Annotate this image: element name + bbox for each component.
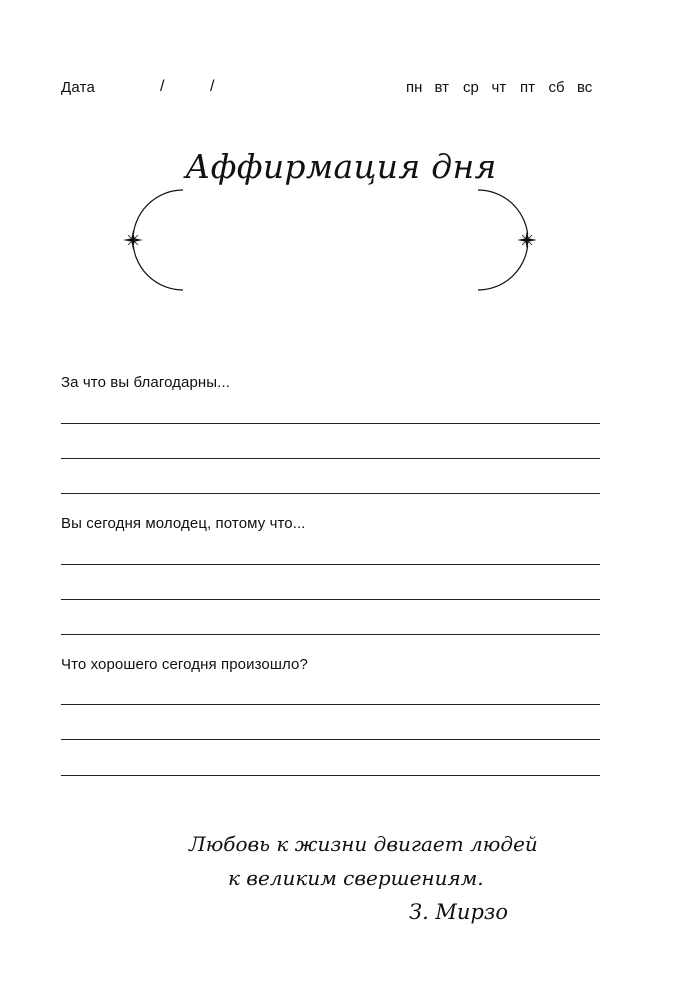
four-point-star-icon (517, 230, 537, 250)
weekday-sun[interactable]: вс (577, 79, 593, 96)
four-point-star-icon (123, 230, 143, 250)
quote-line-1: Любовь к жизни двигает людей (189, 832, 538, 856)
prompt-well-done: Вы сегодня молодец, потому что... (61, 515, 306, 532)
weekday-selector (406, 79, 606, 96)
prompt-good-things: Что хорошего сегодня произошло? (61, 656, 308, 673)
arc-sparkle-frame-icon (0, 180, 682, 300)
weekday-thu[interactable]: чт (491, 79, 507, 96)
weekday-wed[interactable]: ср (463, 79, 479, 96)
weekday-mon[interactable]: пн (406, 79, 423, 96)
quote-line-2: к великим свершениям. (228, 866, 484, 890)
weekday-fri[interactable]: пт (520, 79, 535, 96)
writing-line[interactable] (61, 599, 600, 600)
date-label: Дата (61, 79, 96, 96)
writing-line[interactable] (61, 775, 600, 776)
quote-author: З. Мирзо (409, 900, 509, 924)
writing-line[interactable] (61, 493, 600, 494)
writing-line[interactable] (61, 423, 600, 424)
writing-line[interactable] (61, 564, 600, 565)
page-title: Аффирмация дня (185, 147, 497, 186)
date-separator-1: / (160, 78, 165, 95)
date-separator-2: / (210, 78, 215, 95)
prompt-gratitude: За что вы благодарны... (61, 374, 230, 391)
weekday-sat[interactable]: сб (548, 79, 565, 96)
writing-line[interactable] (61, 634, 600, 635)
writing-line[interactable] (61, 458, 600, 459)
writing-line[interactable] (61, 704, 600, 705)
weekday-tue[interactable]: вт (434, 79, 450, 96)
writing-line[interactable] (61, 739, 600, 740)
